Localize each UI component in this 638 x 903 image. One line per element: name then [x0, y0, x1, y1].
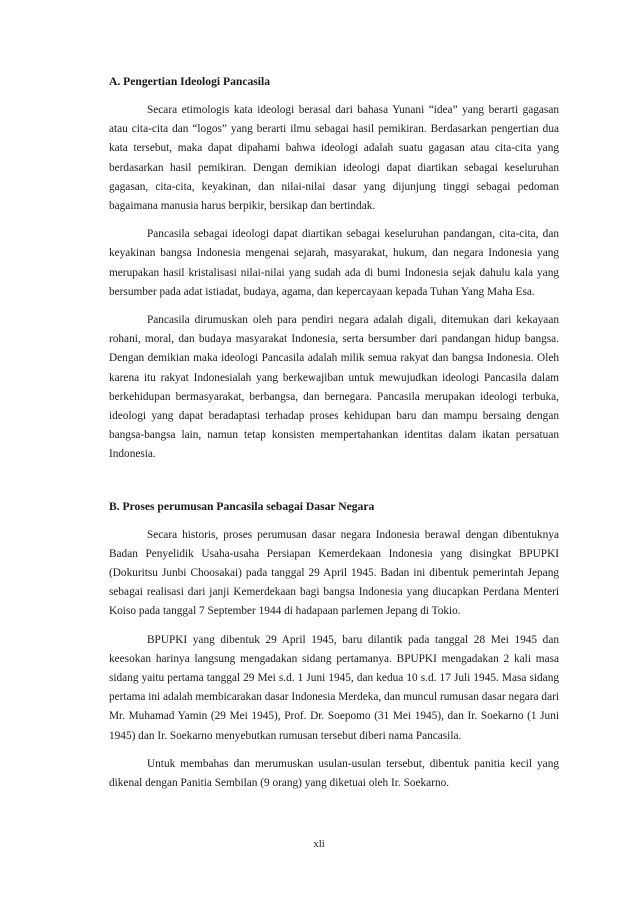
section-b-paragraph-1: Secara historis, proses perumusan dasar negara Indonesia berawal dengan dibentuknya Badan Penyelidik Usaha-usaha Persiapan Kemerdekaan Indonesia yang disingkat BPUPKI (Dokuritsu Junbi Choosakai) pada tanggal 29 April 1945. Badan ini dibentuk pemerintah Jepang sebagai realisasi dari janji Kemerdekaan bagi bangsa Indonesia yang diucapkan Perdana Menteri Koiso pada tanggal 7 September 1944 di hadapaan parlemen Jepang di Tokio. — [109, 528, 559, 618]
section-b-paragraph-3: Untuk membahas dan merumuskan usulan-usulan tersebut, dibentuk panitia kecil yang dikenal dengan Panitia Sembilan (9 orang) yang diketuai oleh Ir. Soekarno. — [109, 757, 559, 790]
section-a-paragraph-1: Secara etimologis kata ideologi berasal dari bahasa Yunani “idea” yang berarti gagasan atau cita-cita dan “logos” yang berarti ilmu sebagai hasil pemikiran. Berdasarkan pengertian dua kata tersebut, maka dapat dipahami bahwa ideologi adalah suatu gagasan atau cita-cita yang berdasarkan hasil pemikiran. Dengan demikian ideologi dapat diartikan sebagai keseluruhan gagasan, cita-cita, keyakinan, dan nilai-nilai dasar yang dijunjung tinggi sebagai pedoman bagaimana manusia harus berpikir, bersikap dan bertindak. — [109, 104, 559, 213]
section-b-heading: B. Proses perumusan Pancasila sebagai Dasar Negara — [109, 499, 375, 513]
section-b-paragraph-2: BPUPKI yang dibentuk 29 April 1945, baru dilantik pada tanggal 28 Mei 1945 dan keesokan harinya langsung mengadakan sidang pertamanya. BPUPKI mengadakan 2 kali masa sidang yaitu pertama tanggal 29 Mei s.d. 1 Juni 1945, dan kedua 10 s.d. 17 Juli 1945. Masa sidang pertama ini adalah membicarakan dasar Indonesia Merdeka, dan muncul rumusan dasar negara dari Mr. Muhamad Yamin (29 Mei 1945), Prof. Dr. Soepomo (31 Mei 1945), dan Ir. Soekarno (1 Juni 1945) dan Ir. Soekarno menyebutkan rumusan tersebut diberi nama Pancasila. — [109, 633, 559, 742]
section-a-paragraph-3: Pancasila dirumuskan oleh para pendiri negara adalah digali, ditemukan dari kekayaan rohani, moral, dan budaya masyarakat Indonesia, serta bersumber dari pandangan hidup bangsa. Dengan demikian maka ideologi Pancasila adalah milik semua rakyat dan bangsa Indonesia. Oleh karena itu rakyat Indonesialah yang berkewajiban untuk mewujudkan ideologi Pancasila dalam berkehidupan bermasyarakat, berbangsa, dan bernegara. Pancasila merupakan ideologi terbuka, ideologi yang dapat beradaptasi terhadap proses kehidupan baru dan mampu bersaing dengan bangsa-bangsa lain, namun tetap konsisten mempertahankan identitas dalam ikatan persatuan Indonesia. — [109, 314, 559, 461]
section-a-heading: A. Pengertian Ideologi Pancasila — [109, 75, 271, 88]
page-content — [109, 74, 559, 802]
page-number: xli — [313, 838, 325, 850]
section-a-paragraph-2: Pancasila sebagai ideologi dapat diartikan sebagai keseluruhan pandangan, cita-cita, dan keyakinan bangsa Indonesia mengenai sejarah, masyarakat, hukum, dan negara Indonesia yang merupakan hasil kristalisasi nilai-nilai yang sudah ada di bumi Indonesia sejak dahulu kala yang bersumber pada adat istiadat, budaya, agama, dan kepercayaan kepada Tuhan Yang Maha Esa. — [109, 228, 559, 298]
